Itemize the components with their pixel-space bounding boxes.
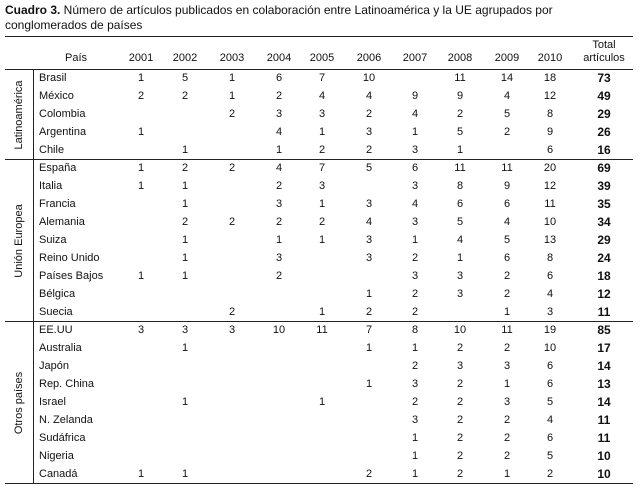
country-name: Colombia bbox=[39, 107, 86, 120]
cell-2003: 2 bbox=[228, 107, 236, 120]
cell-total: 14 bbox=[597, 395, 611, 410]
cell-2004: 3 bbox=[275, 107, 283, 120]
cell-2010: 6 bbox=[546, 378, 554, 391]
cell-2009: 3 bbox=[503, 360, 511, 373]
cell-2005: 3 bbox=[318, 107, 326, 120]
country-name: Brasil bbox=[39, 72, 67, 84]
cell-2007: 3 bbox=[411, 413, 419, 426]
cell-2008: 1 bbox=[456, 143, 464, 156]
table-row bbox=[5, 430, 633, 448]
country-name: Países Bajos bbox=[39, 269, 104, 282]
cell-2003: 2 bbox=[228, 216, 236, 229]
cell-2002: 3 bbox=[181, 324, 189, 337]
cell-2010: 12 bbox=[543, 89, 557, 102]
header-year-2001: 2001 bbox=[128, 52, 154, 64]
cell-2008: 11 bbox=[454, 72, 466, 84]
cell-2003: 2 bbox=[228, 162, 236, 175]
cell-2002: 1 bbox=[181, 234, 189, 247]
cell-2010: 4 bbox=[546, 413, 554, 426]
country-name: España bbox=[39, 162, 77, 175]
country-name: Suiza bbox=[39, 234, 67, 247]
cell-2010: 5 bbox=[546, 396, 554, 409]
cell-2004: 4 bbox=[275, 162, 283, 175]
cell-2006: 2 bbox=[365, 467, 373, 480]
cell-2008: 8 bbox=[456, 180, 464, 193]
cell-2010: 8 bbox=[546, 107, 554, 120]
table-row bbox=[5, 358, 633, 376]
cell-2009: 14 bbox=[500, 72, 514, 84]
table-row bbox=[5, 88, 633, 106]
cell-2007: 3 bbox=[411, 180, 419, 193]
header-year-2009: 2009 bbox=[494, 52, 520, 64]
cell-2002: 1 bbox=[181, 180, 189, 193]
cell-2007: 2 bbox=[411, 251, 419, 264]
country-name: Francia bbox=[39, 198, 76, 211]
cell-2007: 1 bbox=[411, 125, 419, 138]
cell-2008: 9 bbox=[456, 89, 464, 102]
header-total-line2: artículos bbox=[583, 52, 625, 64]
cell-2006: 3 bbox=[365, 251, 373, 264]
cell-2004: 2 bbox=[275, 216, 283, 229]
country-name: México bbox=[39, 89, 74, 102]
table-row bbox=[5, 160, 633, 178]
header-year-2004: 2004 bbox=[266, 52, 292, 64]
cell-2009: 6 bbox=[503, 251, 511, 264]
cell-2001: 1 bbox=[137, 269, 145, 282]
cell-2009: 2 bbox=[503, 342, 511, 355]
cell-2006: 10 bbox=[362, 72, 376, 84]
cell-2001: 1 bbox=[137, 162, 145, 175]
cell-2009: 11 bbox=[501, 324, 513, 337]
cell-2009: 6 bbox=[503, 198, 511, 211]
cell-2009: 2 bbox=[503, 413, 511, 426]
cell-2002: 1 bbox=[181, 143, 189, 156]
cell-2007: 8 bbox=[411, 324, 419, 337]
table-row bbox=[5, 394, 633, 412]
table-row bbox=[5, 196, 633, 214]
country-name: Argentina bbox=[39, 125, 87, 138]
cell-total: 29 bbox=[597, 106, 611, 121]
cell-total: 11 bbox=[597, 304, 611, 319]
group-0 bbox=[5, 70, 633, 160]
cell-2009: 2 bbox=[503, 269, 511, 282]
cell-2006: 3 bbox=[365, 234, 373, 247]
cell-total: 35 bbox=[597, 197, 611, 212]
cell-2010: 6 bbox=[546, 269, 554, 282]
cell-2006: 1 bbox=[365, 378, 373, 391]
cell-2004: 3 bbox=[275, 251, 283, 264]
cell-2006: 4 bbox=[365, 216, 373, 229]
cell-2008: 5 bbox=[456, 216, 464, 229]
table-row bbox=[5, 124, 633, 142]
cell-2002: 1 bbox=[181, 198, 189, 211]
cell-2008: 2 bbox=[456, 449, 464, 462]
table-row bbox=[5, 232, 633, 250]
cell-total: 17 bbox=[597, 341, 611, 356]
cell-2009: 5 bbox=[503, 234, 511, 247]
cell-2007: 9 bbox=[411, 89, 419, 102]
cell-2005: 7 bbox=[318, 162, 326, 175]
cell-2005: 1 bbox=[318, 234, 326, 247]
cell-2007: 2 bbox=[411, 305, 419, 318]
cell-2005: 4 bbox=[318, 89, 326, 102]
cell-2008: 4 bbox=[456, 234, 464, 247]
cell-2004: 4 bbox=[275, 125, 283, 138]
caption-label: Cuadro 3. bbox=[5, 3, 61, 17]
header-year-2003: 2003 bbox=[219, 52, 245, 64]
cell-total: 34 bbox=[597, 215, 611, 230]
cell-2007: 1 bbox=[411, 342, 419, 355]
cell-2004: 2 bbox=[275, 180, 283, 193]
header-year-2006: 2006 bbox=[356, 52, 382, 64]
group-label: Latinoamérica bbox=[13, 80, 25, 150]
table-header bbox=[5, 36, 633, 70]
cell-2009: 2 bbox=[503, 431, 511, 444]
cell-2005: 11 bbox=[316, 324, 328, 337]
cell-2008: 2 bbox=[456, 431, 464, 444]
table-row bbox=[5, 340, 633, 358]
table-row bbox=[5, 376, 633, 394]
cell-2006: 3 bbox=[365, 125, 373, 138]
cell-total: 14 bbox=[597, 359, 611, 374]
cell-2008: 6 bbox=[456, 198, 464, 211]
cell-2005: 3 bbox=[318, 180, 326, 193]
country-name: Suecia bbox=[39, 305, 73, 318]
table-body bbox=[5, 70, 633, 484]
cell-total: 10 bbox=[597, 448, 611, 463]
country-name: Rep. China bbox=[39, 378, 95, 391]
cell-total: 18 bbox=[597, 268, 611, 283]
country-name: Canadá bbox=[39, 467, 78, 480]
cell-2009: 4 bbox=[503, 216, 511, 229]
cell-2007: 3 bbox=[411, 143, 419, 156]
cell-2002: 2 bbox=[181, 216, 189, 229]
cell-2006: 2 bbox=[365, 305, 373, 318]
cell-2006: 7 bbox=[365, 324, 373, 337]
cell-total: 11 bbox=[597, 430, 611, 445]
table-row bbox=[5, 106, 633, 124]
cell-2010: 3 bbox=[546, 305, 554, 318]
country-name: Italia bbox=[39, 180, 63, 193]
group-2 bbox=[5, 322, 633, 484]
header-year-2005: 2005 bbox=[309, 52, 335, 64]
header-year-2008: 2008 bbox=[447, 52, 473, 64]
cell-total: 29 bbox=[597, 233, 611, 248]
cell-2004: 1 bbox=[275, 234, 283, 247]
cell-2010: 12 bbox=[543, 180, 557, 193]
cell-2010: 2 bbox=[546, 467, 554, 480]
cell-2002: 1 bbox=[181, 396, 189, 409]
group-label: Unión Europea bbox=[13, 204, 25, 278]
cell-2008: 5 bbox=[456, 125, 464, 138]
cell-2004: 6 bbox=[275, 72, 283, 84]
table-row bbox=[5, 304, 633, 322]
cell-total: 24 bbox=[597, 250, 611, 265]
cell-2008: 2 bbox=[456, 378, 464, 391]
cell-2006: 1 bbox=[365, 342, 373, 355]
cell-2004: 3 bbox=[275, 198, 283, 211]
cell-2007: 2 bbox=[411, 360, 419, 373]
cell-2001: 3 bbox=[137, 324, 145, 337]
cell-2002: 1 bbox=[181, 251, 189, 264]
cell-2004: 2 bbox=[275, 89, 283, 102]
table-row bbox=[5, 322, 633, 340]
cell-2005: 1 bbox=[318, 396, 326, 409]
cell-total: 85 bbox=[597, 323, 611, 338]
cell-2007: 2 bbox=[411, 396, 419, 409]
country-name: Australia bbox=[39, 342, 82, 355]
cell-2007: 1 bbox=[411, 467, 419, 480]
cell-2007: 1 bbox=[411, 431, 419, 444]
cell-2010: 10 bbox=[543, 216, 557, 229]
cell-total: 39 bbox=[597, 179, 611, 194]
cell-2010: 8 bbox=[546, 251, 554, 264]
country-name: Reino Unido bbox=[39, 251, 100, 264]
group-label: Otros países bbox=[13, 371, 25, 435]
cell-2001: 1 bbox=[137, 180, 145, 193]
cell-2010: 4 bbox=[546, 287, 554, 300]
cell-2010: 20 bbox=[543, 162, 557, 175]
cell-2006: 2 bbox=[365, 143, 373, 156]
country-name: Alemania bbox=[39, 216, 85, 229]
country-name: Israel bbox=[39, 396, 66, 409]
cell-2009: 1 bbox=[503, 467, 511, 480]
cell-2009: 1 bbox=[503, 305, 511, 318]
cell-total: 26 bbox=[597, 124, 611, 139]
cell-2010: 10 bbox=[543, 342, 557, 355]
cell-2007: 4 bbox=[411, 107, 419, 120]
cell-2005: 1 bbox=[318, 198, 326, 211]
cell-2002: 5 bbox=[181, 72, 189, 84]
cell-2009: 4 bbox=[503, 89, 511, 102]
header-pais: País bbox=[65, 52, 88, 64]
cell-2010: 5 bbox=[546, 449, 554, 462]
cell-2005: 1 bbox=[318, 305, 326, 318]
cell-2010: 13 bbox=[543, 234, 557, 247]
cell-2002: 1 bbox=[181, 342, 189, 355]
table-row bbox=[5, 466, 633, 484]
country-name: Bélgica bbox=[39, 287, 76, 300]
cell-2006: 1 bbox=[365, 287, 373, 300]
cell-2010: 9 bbox=[546, 125, 554, 138]
country-name: N. Zelanda bbox=[39, 413, 93, 426]
cell-2003: 1 bbox=[228, 89, 236, 102]
cell-2010: 18 bbox=[543, 72, 557, 84]
cell-2001: 1 bbox=[137, 125, 145, 138]
cell-2010: 6 bbox=[546, 431, 554, 444]
cell-2008: 2 bbox=[456, 413, 464, 426]
country-name: Sudáfrica bbox=[39, 431, 86, 444]
cell-total: 16 bbox=[597, 142, 611, 157]
table-row bbox=[5, 214, 633, 232]
cell-2002: 2 bbox=[181, 162, 189, 175]
cell-2004: 10 bbox=[272, 324, 286, 337]
cell-total: 49 bbox=[597, 88, 611, 103]
cell-total: 11 bbox=[597, 412, 611, 427]
cell-2003: 1 bbox=[228, 72, 236, 84]
table-row bbox=[5, 448, 633, 466]
cell-2010: 19 bbox=[543, 324, 557, 337]
cell-2002: 1 bbox=[181, 269, 189, 282]
cell-2005: 2 bbox=[318, 143, 326, 156]
cell-2008: 2 bbox=[456, 396, 464, 409]
cell-2007: 4 bbox=[411, 198, 419, 211]
table-row bbox=[5, 178, 633, 196]
cell-2002: 2 bbox=[181, 89, 189, 102]
articles-table bbox=[5, 36, 633, 484]
cell-2009: 5 bbox=[503, 107, 511, 120]
table-row bbox=[5, 286, 633, 304]
cell-total: 12 bbox=[597, 286, 611, 301]
cell-2009: 3 bbox=[503, 396, 511, 409]
group-1 bbox=[5, 160, 633, 322]
cell-total: 10 bbox=[597, 466, 611, 481]
cell-2010: 6 bbox=[546, 360, 554, 373]
cell-total: 69 bbox=[597, 161, 611, 176]
cell-2007: 2 bbox=[411, 287, 419, 300]
cell-2006: 5 bbox=[365, 162, 373, 175]
cell-2009: 2 bbox=[503, 287, 511, 300]
cell-2008: 3 bbox=[456, 360, 464, 373]
cell-2003: 2 bbox=[228, 305, 236, 318]
cell-2007: 6 bbox=[411, 162, 419, 175]
cell-2009: 11 bbox=[501, 162, 513, 175]
cell-2006: 2 bbox=[365, 107, 373, 120]
country-name: Nigeria bbox=[39, 449, 74, 462]
caption-text: Número de artículos publicados en colaboración entre Latinoamérica y la UE agrupados por conglomerados de países bbox=[5, 3, 553, 32]
cell-2008: 10 bbox=[453, 324, 467, 337]
cell-2010: 6 bbox=[546, 143, 554, 156]
cell-2001: 1 bbox=[137, 72, 145, 84]
cell-2008: 3 bbox=[456, 287, 464, 300]
cell-2001: 1 bbox=[137, 467, 145, 480]
cell-2002: 1 bbox=[181, 467, 189, 480]
table-row bbox=[5, 142, 633, 160]
cell-2010: 11 bbox=[544, 198, 556, 211]
cell-2009: 2 bbox=[503, 449, 511, 462]
cell-2008: 11 bbox=[454, 162, 466, 175]
cell-2005: 7 bbox=[318, 72, 326, 84]
cell-2009: 2 bbox=[503, 125, 511, 138]
cell-2007: 3 bbox=[411, 269, 419, 282]
table-row bbox=[5, 268, 633, 286]
cell-2008: 1 bbox=[456, 251, 464, 264]
country-name: Japón bbox=[39, 360, 69, 373]
cell-2007: 3 bbox=[411, 216, 419, 229]
cell-2003: 3 bbox=[228, 324, 236, 337]
cell-2008: 2 bbox=[456, 107, 464, 120]
cell-2004: 2 bbox=[275, 269, 283, 282]
cell-2008: 2 bbox=[456, 467, 464, 480]
cell-2007: 3 bbox=[411, 378, 419, 391]
table-row bbox=[5, 412, 633, 430]
table-row bbox=[5, 70, 633, 88]
cell-total: 73 bbox=[597, 71, 611, 85]
cell-2005: 1 bbox=[318, 125, 326, 138]
header-year-2010: 2010 bbox=[537, 52, 563, 64]
header-year-2007: 2007 bbox=[402, 52, 428, 64]
country-name: Chile bbox=[39, 143, 65, 156]
cell-2007: 1 bbox=[411, 449, 419, 462]
cell-total: 13 bbox=[597, 377, 611, 392]
header-total-line1: Total bbox=[592, 39, 616, 51]
table-caption bbox=[5, 3, 635, 33]
cell-2008: 2 bbox=[456, 342, 464, 355]
header-year-2002: 2002 bbox=[172, 52, 198, 64]
cell-2001: 2 bbox=[137, 89, 145, 102]
cell-2009: 9 bbox=[503, 180, 511, 193]
country-name: EE.UU bbox=[39, 324, 73, 337]
header-total bbox=[583, 39, 625, 65]
cell-2006: 4 bbox=[365, 89, 373, 102]
cell-2006: 3 bbox=[365, 198, 373, 211]
cell-2007: 1 bbox=[411, 234, 419, 247]
cell-2008: 3 bbox=[456, 269, 464, 282]
cell-2009: 1 bbox=[503, 378, 511, 391]
table-row bbox=[5, 250, 633, 268]
cell-2004: 1 bbox=[275, 143, 283, 156]
cell-2005: 2 bbox=[318, 216, 326, 229]
